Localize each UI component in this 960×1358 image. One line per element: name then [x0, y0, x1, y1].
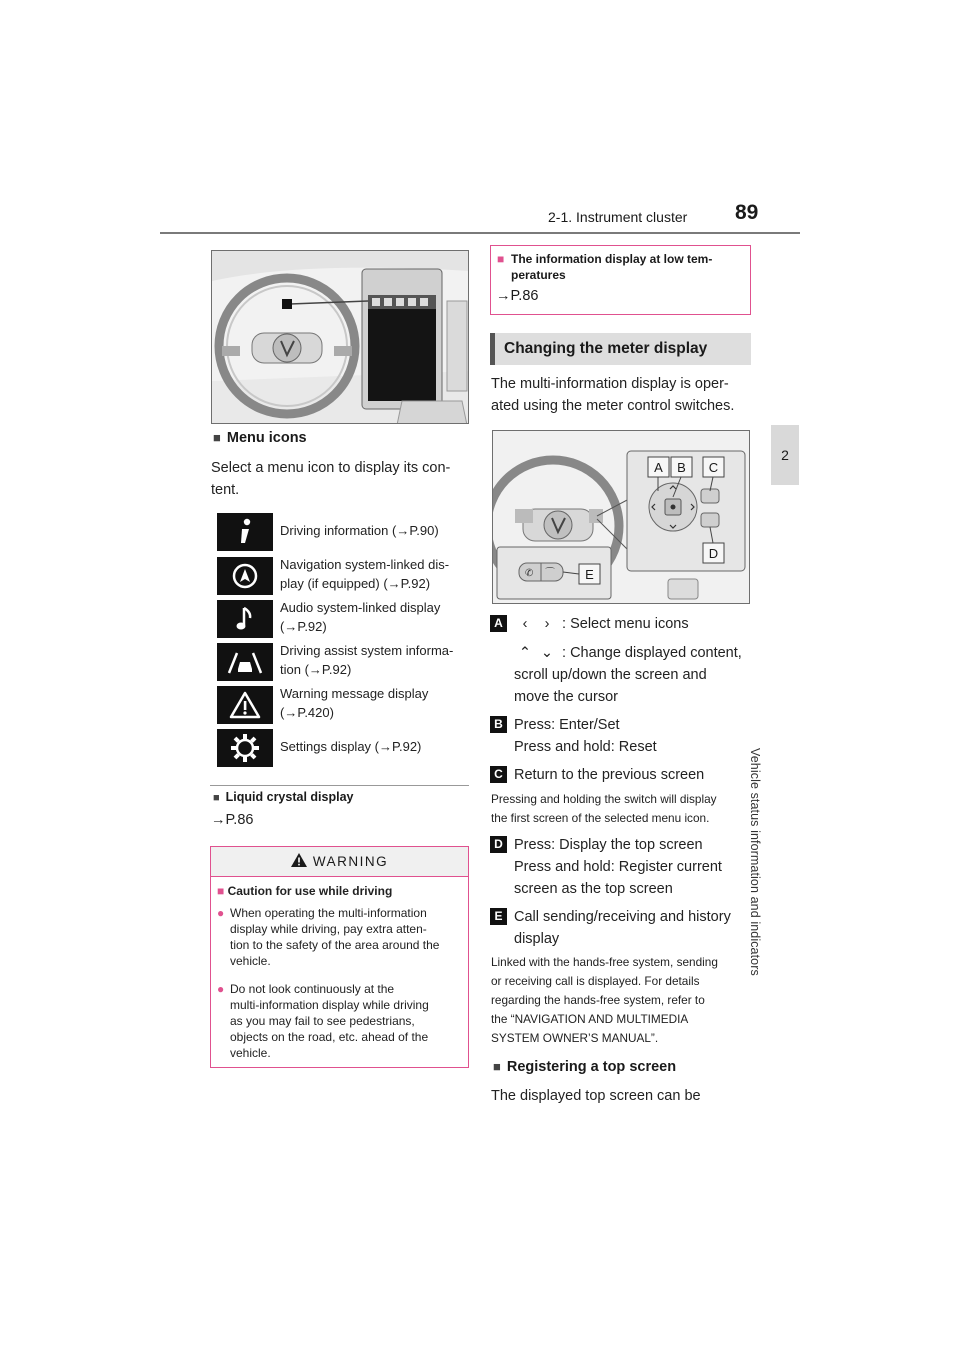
warning-title: WARNING	[312, 854, 389, 869]
chevron-up-icon: ⌃	[518, 645, 532, 661]
label-d: D	[490, 836, 507, 853]
a-change-content-text: : Change displayed content, scroll up/down the screen and move the cursor	[514, 645, 742, 705]
c-text: Return to the previous screen	[514, 767, 705, 783]
dashboard-illustration	[211, 250, 469, 424]
figure-label-b: B	[677, 460, 686, 475]
menu-icons-intro: Select a menu icon to display its con- tent.	[211, 460, 451, 498]
menu-item-text: Settings display (→P.92)	[280, 739, 422, 754]
chapter-tab[interactable]: 2	[771, 425, 799, 485]
section-title: 2-1. Instrument cluster	[548, 209, 688, 225]
figure-label-e: E	[585, 567, 594, 582]
a-change-content	[514, 642, 759, 708]
divider	[210, 785, 469, 786]
figure-label-d: D	[708, 546, 719, 561]
a-select-menu	[514, 613, 689, 635]
warning-item-2: ● Do not look continuously at the multi-information display while driving as you may fail to see pedestrians, objects on the road, etc. ahead of the vehicle.	[217, 982, 429, 1060]
menu-item-settings	[217, 729, 467, 767]
menu-item-warning	[217, 686, 467, 724]
label-b: B	[490, 716, 507, 733]
warning-box	[210, 846, 469, 1068]
lcd-heading: ■ Liquid crystal display	[213, 790, 354, 804]
low-temperature-ref[interactable]: →P.86	[496, 288, 539, 304]
meter-intro: The multi-information display is oper- ated using the meter control switches.	[491, 376, 735, 414]
top-screen-heading: ■ Registering a top screen	[493, 1059, 677, 1075]
low-temperature-heading-text: The information display at low tem- peratures	[511, 252, 713, 282]
lcd-ref[interactable]: →P.86	[211, 812, 254, 828]
svg-text:⌒: ⌒	[545, 568, 555, 579]
warning-subheading: ■ Caution for use while driving	[217, 884, 393, 898]
warning-icon	[217, 686, 273, 724]
chapter-title: Vehicle status information and indicators	[748, 748, 762, 976]
menu-item-navigation	[217, 557, 467, 595]
c-note: Pressing and holding the switch will display the first screen of the selected menu icon.	[491, 792, 717, 825]
menu-item-text: Warning message display (→P.420)	[280, 686, 429, 720]
menu-icons-heading-text: Menu icons	[226, 430, 307, 446]
navigation-icon	[217, 557, 273, 595]
low-temperature-heading: ■ The information display at low tem- peratures	[497, 252, 713, 282]
a-select-menu-text: : Select menu icons	[562, 616, 689, 632]
menu-item-text: Driving information (→P.90)	[280, 523, 439, 538]
warning-item-1: ● When operating the multi-information display while driving, pay extra atten- tion to the safety of the area around the vehicle.	[217, 906, 440, 968]
warning-item-text: Do not look continuously at the multi-information display while driving as you may fail to see pedestrians, objects on the road, etc. ahead of the vehicle.	[230, 982, 429, 1060]
menu-icons-heading: ■ Menu icons	[213, 430, 307, 446]
e-note: Linked with the hands-free system, sending or receiving call is displayed. For details regarding the hands-free system, refer to the “NAVIGATION AND MULTIMEDIA SYSTEM OWNER’S MANUAL”.	[491, 955, 718, 1045]
menu-item-text: Audio system-linked display (→P.92)	[280, 600, 441, 634]
low-temperature-box	[490, 245, 751, 315]
info-icon	[217, 513, 273, 551]
warning-header	[211, 847, 468, 877]
top-screen-text: The displayed top screen can be	[491, 1088, 701, 1104]
steering-switches-illustration	[492, 430, 750, 604]
d-text: Press: Display the top screen Press and hold: Register current screen as the top screen	[514, 837, 722, 897]
figure-label-a: A	[654, 460, 663, 475]
menu-item-text: Navigation system-linked dis- play (if equipped) (→P.92)	[280, 557, 450, 591]
menu-item-text: Driving assist system informa- tion (→P.92)	[280, 643, 454, 677]
top-screen-heading-text: Registering a top screen	[506, 1059, 677, 1075]
gear-icon	[217, 729, 273, 767]
page-number: 89	[735, 201, 759, 224]
label-c: C	[490, 766, 507, 783]
warning-icon	[291, 853, 307, 867]
label-a: A	[490, 615, 507, 632]
changing-meter-display-heading: Changing the meter display	[490, 333, 751, 365]
driving-assist-icon	[217, 643, 273, 681]
chevron-right-icon: ›	[544, 616, 550, 632]
menu-item-driving-info	[217, 513, 467, 551]
header-rule	[160, 232, 800, 234]
label-e: E	[490, 908, 507, 925]
b-text: Press: Enter/Set Press and hold: Reset	[514, 717, 657, 755]
svg-text:✆: ✆	[525, 568, 534, 579]
figure-label-c: C	[708, 460, 719, 475]
chevron-down-icon: ⌄	[540, 645, 554, 661]
warning-item-text: When operating the multi-information display while driving, pay extra atten- tion to the safety of the area around the vehicle.	[230, 906, 440, 968]
chevron-left-icon: ‹	[522, 616, 528, 632]
warning-subheading-text: Caution for use while driving	[227, 884, 393, 898]
menu-item-driving-assist	[217, 643, 467, 681]
e-text: Call sending/receiving and history display	[514, 909, 731, 947]
lcd-heading-text: Liquid crystal display	[225, 790, 354, 804]
music-note-icon	[217, 600, 273, 638]
menu-item-audio	[217, 600, 467, 638]
